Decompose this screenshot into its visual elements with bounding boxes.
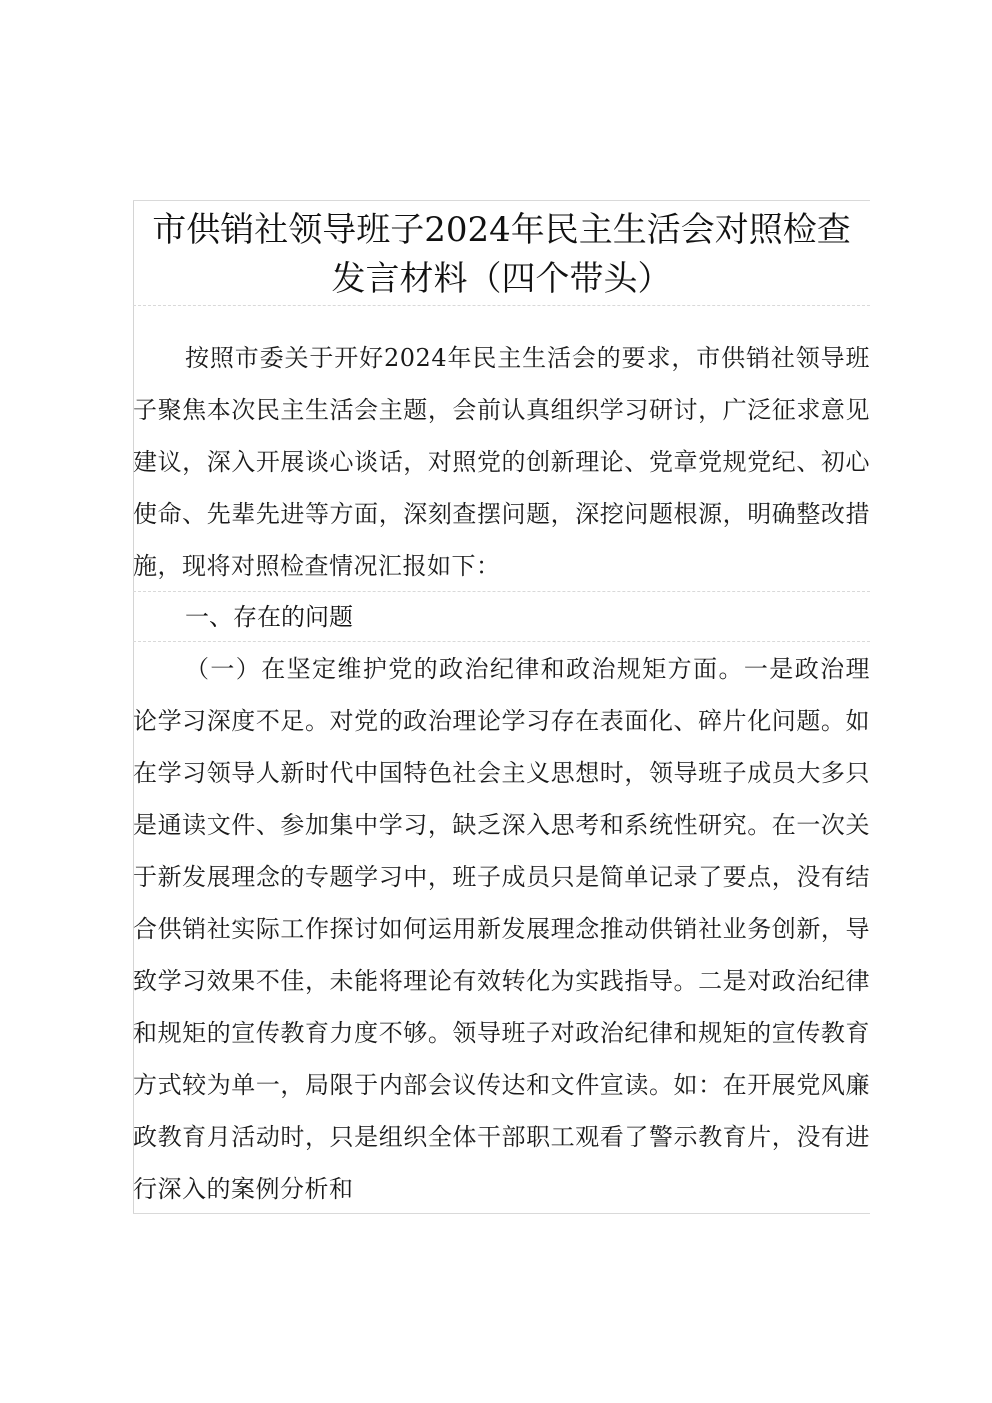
intro-paragraph: 按照市委关于开好2024年民主生活会的要求，市供销社领导班子聚焦本次民主生活会主题，会前认真组织学习研讨，广泛征求意见建议，深入开展谈心谈话，对照党的创新理论、党章党规党纪、初心使命、先辈先进等方面，深刻查摆问题，深挖问题根源，明确整改措施，现将对照检查情况汇报如下： <box>133 344 870 580</box>
section-heading: 一、存在的问题 <box>185 603 353 631</box>
document-title-line-2: 发言材料（四个带头） <box>331 259 672 299</box>
frame-line-top <box>133 200 870 201</box>
document-title-line-1: 市供销社领导班子2024年民主生活会对照检查 <box>152 210 851 250</box>
document-title <box>133 206 870 304</box>
section-paragraph: （一）在坚定维护党的政治纪律和政治规矩方面。一是政治理论学习深度不足。对党的政治理论学习存在表面化、碎片化问题。如在学习领导人新时代中国特色社会主义思想时，领导班子成员大多只是通读文件、参加集中学习，缺乏深入思考和系统性研究。在一次关于新发展理念的专题学习中，班子成员只是简单记录了要点，没有结合供销社实际工作探讨如何运用新发展理念推动供销社业务创新，导致学习效果不佳，未能将理论有效转化为实践指导。二是对政治纪律和规矩的宣传教育力度不够。领导班子对政治纪律和规矩的宣传教育方式较为单一，局限于内部会议传达和文件宣读。如：在开展党风廉政教育月活动时，只是组织全体干部职工观看了警示教育片，没有进行深入的案例分析和 <box>133 655 870 1203</box>
frame-line-title-bottom <box>133 305 870 306</box>
